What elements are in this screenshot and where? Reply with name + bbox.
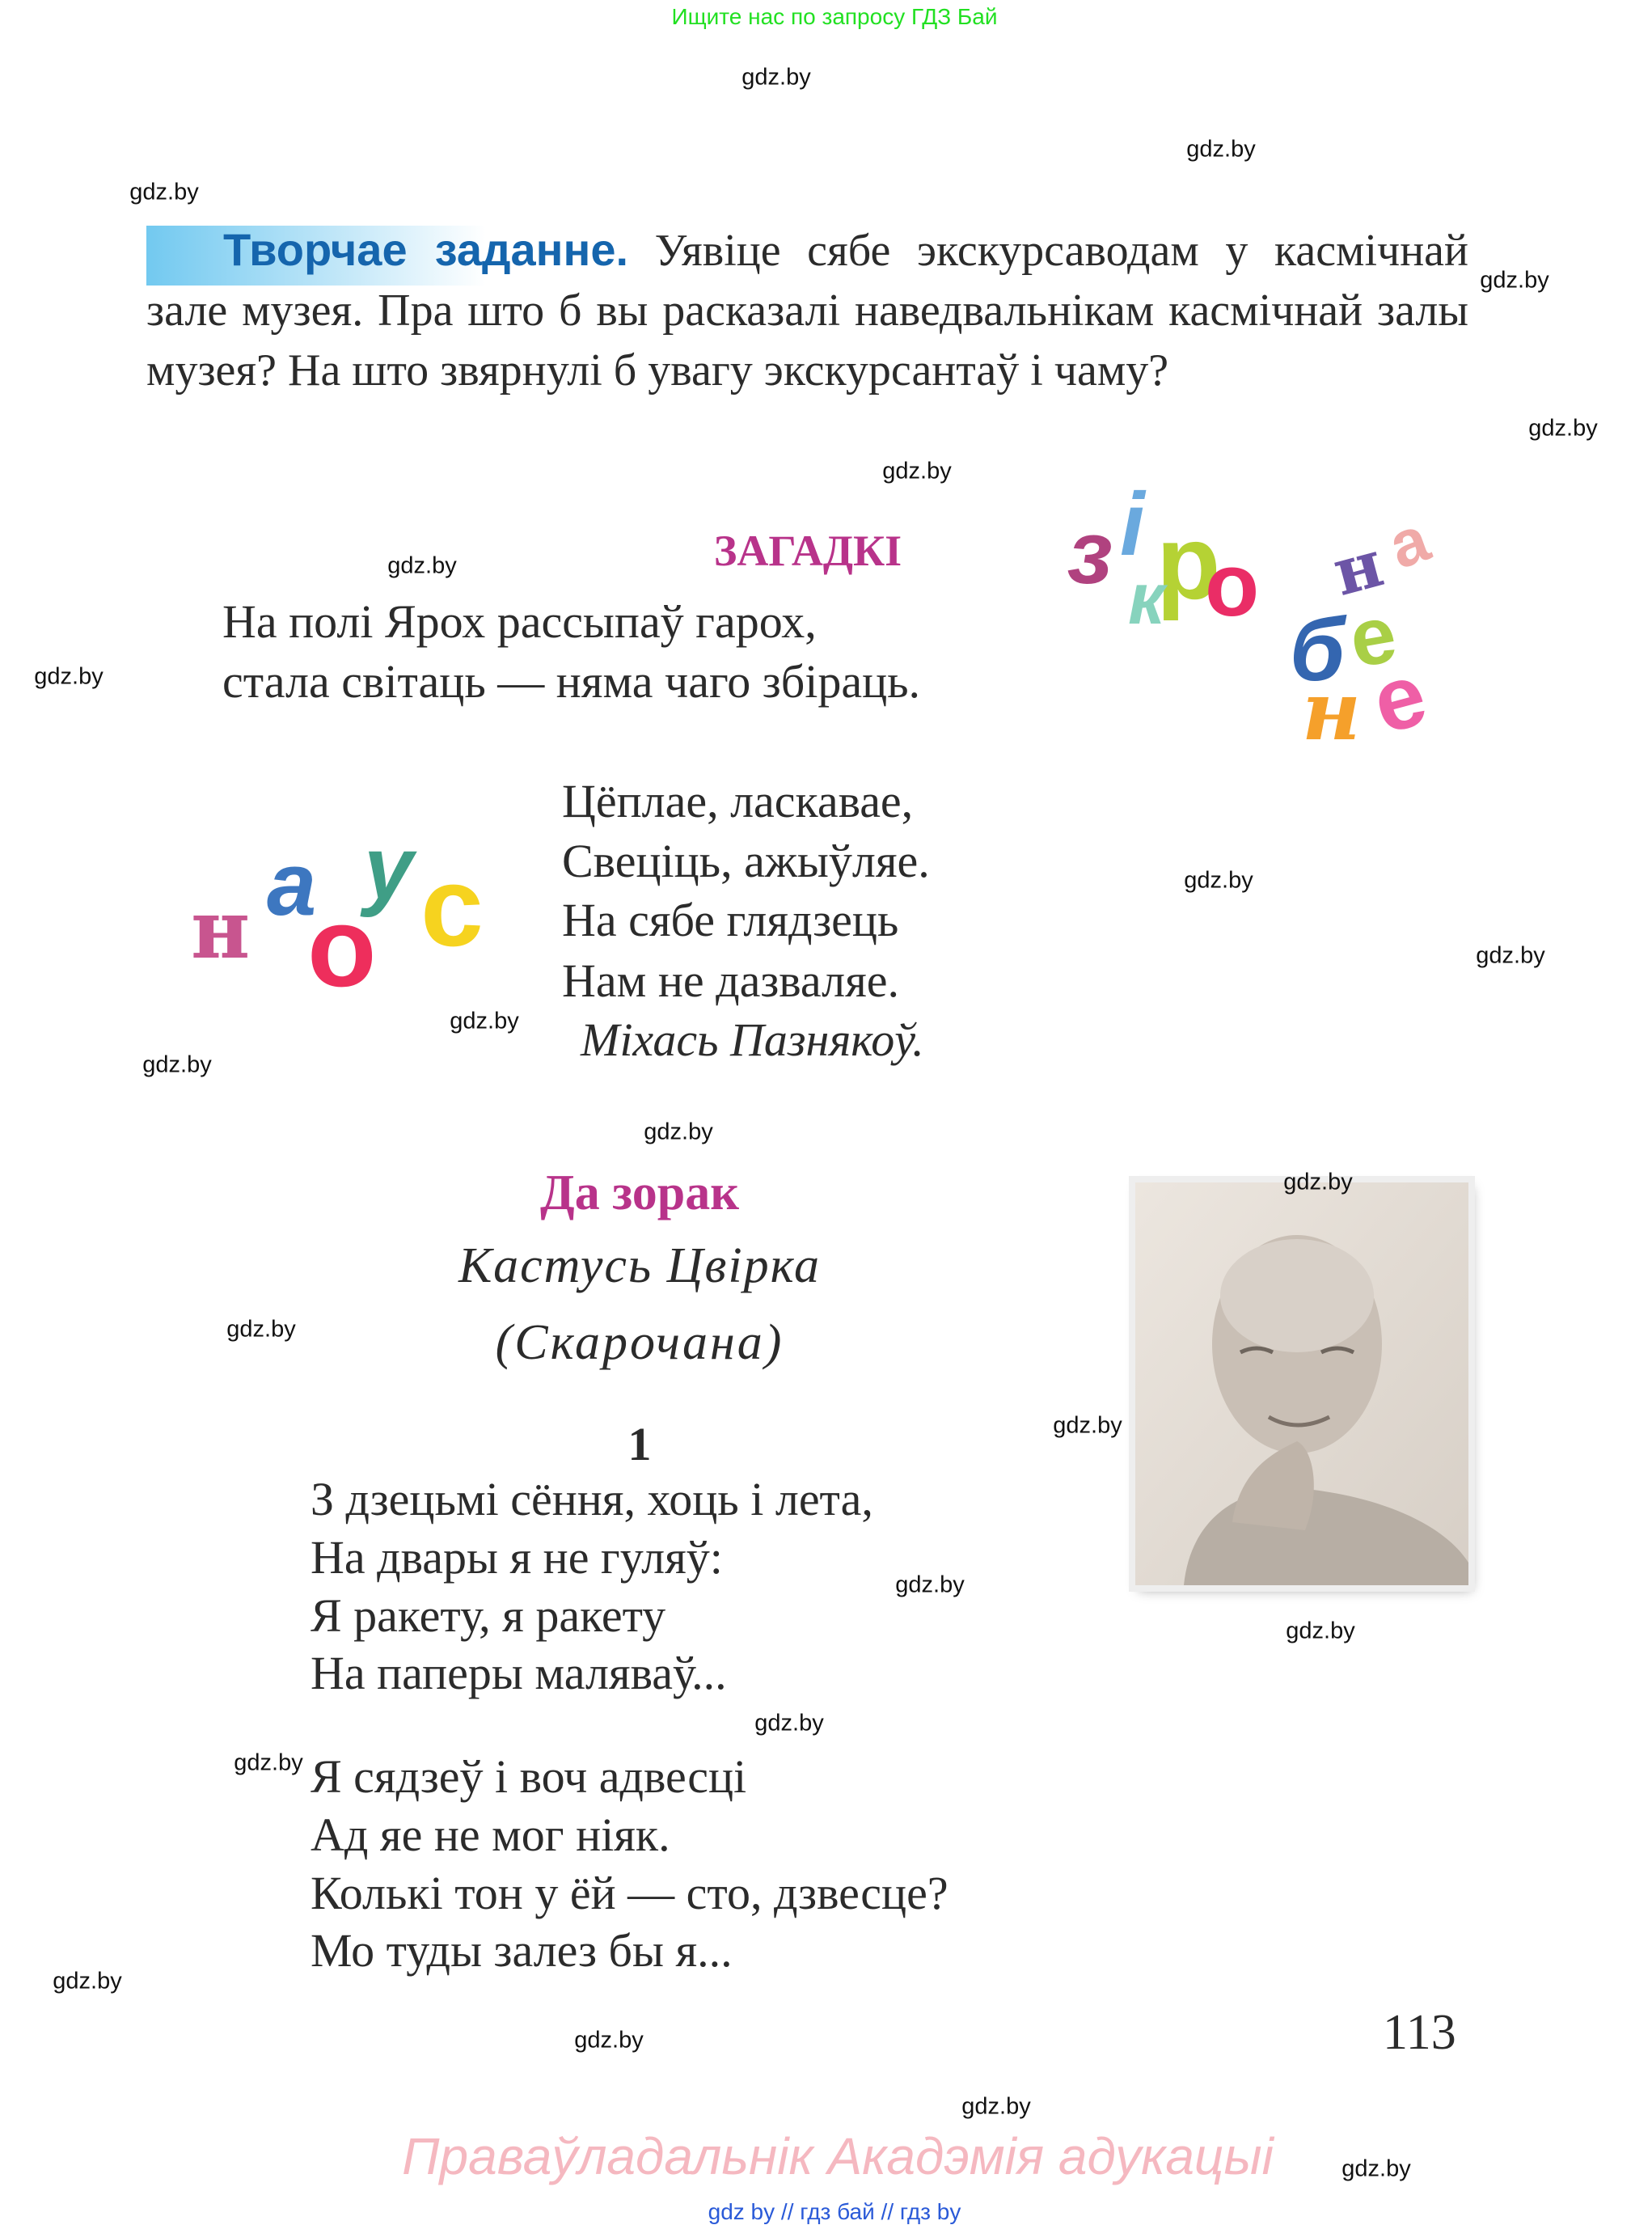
watermark: gdz.by (226, 1316, 296, 1343)
search-hint: Ищите нас по запросу ГДЗ Бай (671, 4, 998, 29)
copyright-holder: Праваўладальнік Акадэмія адукацыі (402, 2127, 1274, 2185)
decor-letter: а (267, 835, 317, 934)
watermark: gdz.by (754, 1710, 824, 1736)
watermark: gdz.by (574, 2027, 644, 2054)
poem-line: На двары я не гуляў: (311, 1531, 723, 1584)
poem-title: Да зорак (540, 1165, 739, 1220)
poem-line: Я сядзеў і воч адвесці (311, 1750, 747, 1803)
riddle1-line: На полі Ярох рассыпаў гарох, (222, 595, 817, 648)
watermark: gdz.by (895, 1571, 965, 1598)
decor-letter: о (307, 883, 377, 1010)
watermark: gdz.by (1480, 267, 1549, 294)
riddle2-author: Міхась Пазнякоў. (581, 1013, 924, 1066)
watermark: gdz.by (1053, 1412, 1122, 1439)
poem-line: Я ракету, я ракету (311, 1589, 666, 1642)
watermark: gdz.by (1528, 415, 1598, 442)
poem-line: Колькі тон у ёй — сто, дзвесце? (311, 1867, 949, 1919)
poem-note: (Скарочана) (495, 1315, 784, 1370)
poem-author: Кастусь Цвірка (458, 1238, 822, 1293)
decor-letter: к (1128, 559, 1165, 640)
watermark: gdz.by (450, 1008, 519, 1034)
watermark: gdz.by (142, 1051, 212, 1078)
watermark: gdz.by (1476, 942, 1545, 969)
watermark: gdz.by (644, 1119, 713, 1145)
poem-part-number: 1 (627, 1418, 652, 1470)
decor-letter: е (1342, 588, 1403, 685)
decor-letter: б (1290, 600, 1346, 700)
decor-letter: н (191, 882, 251, 977)
watermark: gdz.by (741, 64, 811, 91)
task-text: Уявіце сябе экскурсаводам у касмічнай зале музея. Пра што б вы расказалі наведвальнікам касмічнай залы музея? На што звярнулі б увагу экскурсантаў і чаму? (146, 226, 1468, 396)
watermark: gdz.by (387, 552, 457, 579)
creative-task (146, 220, 1468, 400)
poem-line: На паперы маляваў... (311, 1647, 727, 1699)
riddle2-line: Нам не дазваляе. (562, 954, 900, 1007)
footer-links[interactable]: gdz by // гдз бай // гдз by (708, 2199, 961, 2224)
watermark: gdz.by (1341, 2155, 1411, 2182)
author-portrait (1135, 1182, 1468, 1585)
poem-line: З дзецьмі сёння, хоць і лета, (311, 1473, 873, 1525)
watermark: gdz.by (882, 458, 952, 484)
decor-letter: у (364, 819, 414, 918)
watermark: gdz.by (234, 1749, 303, 1776)
task-lead: Творчае заданне. (223, 224, 629, 275)
decor-letter: с (420, 843, 484, 970)
watermark: gdz.by (1283, 1169, 1353, 1195)
riddles-title: ЗАГАДКІ (713, 527, 902, 575)
watermark: gdz.by (34, 663, 104, 690)
watermark: gdz.by (1184, 867, 1253, 894)
riddle2-line: Цёплае, ласкавае, (562, 775, 914, 827)
watermark: gdz.by (1286, 1618, 1355, 1644)
decor-letter: н (1302, 663, 1361, 759)
riddle2-line: На сябе глядзець (562, 894, 899, 946)
riddle2-line: Свеціць, ажыўляе. (562, 835, 930, 887)
portrait-image (1135, 1182, 1468, 1585)
page-number: 113 (1383, 2005, 1456, 2060)
decor-letter: о (1205, 535, 1260, 635)
watermark: gdz.by (53, 1968, 122, 1994)
poem-line: Мо туды залез бы я... (311, 1924, 733, 1977)
decor-letter: і (1120, 475, 1145, 574)
riddle1-line: стала світаць — няма чаго збіраць. (222, 655, 921, 708)
watermark: gdz.by (961, 2093, 1031, 2120)
poem-line: Ад яе не мог ніяк. (311, 1808, 670, 1861)
decor-letter: з (1067, 503, 1113, 603)
decor-letter: е (1363, 644, 1437, 753)
decor-letter: н (1325, 525, 1391, 611)
decor-letter: р (1156, 503, 1221, 621)
watermark: gdz.by (1186, 136, 1256, 163)
watermark: gdz.by (129, 179, 199, 205)
decor-letter: а (1379, 502, 1439, 582)
